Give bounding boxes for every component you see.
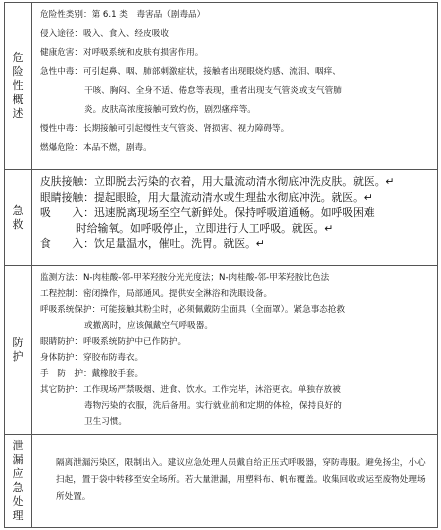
text-line: 吸 入：迅速脱离现场至空气新鲜处。保持呼吸道通畅。如呼吸困难 — [40, 206, 375, 219]
text-paragraph: 隔离泄漏污染区，限制出入。建议应急处理人员戴自给正压式呼吸器，穿防毒服。避免扬尘，小心扫起，置于袋中转移至安全场所。若大量泄漏，用塑料布、帆布覆盖。收集回收或运至废物处理场所处置。 — [56, 458, 426, 502]
text-line: 时给输氧。如呼吸停止，立即进行人工呼吸。就医。↵ — [76, 221, 334, 235]
text-line: 呼吸系统保护：可能接触其粉尘时，必须佩戴防尘面具（全面罩）。紧急事态抢救 — [40, 305, 346, 315]
text-line: 干咳、胸闷、全身不适、倦怠等表现，重者出现支气管炎或支气管肺 — [84, 86, 342, 96]
text-line: 其它防护：工作现场严禁吸烟、进食、饮水。工作完毕，沐浴更衣。单独存放被 — [40, 385, 341, 395]
section-label-text: 防护 — [12, 336, 24, 363]
section-protection — [5, 266, 438, 435]
section-content — [32, 170, 438, 266]
text-line: 侵入途径：吸入、食入、经皮吸收 — [40, 29, 169, 39]
section-first-aid — [5, 170, 438, 266]
section-label — [5, 3, 32, 170]
text-line: 急性中毒：可引起鼻、咽、肺部刺激症状，接触者出现眼烧灼感、流泪、咽痒、 — [40, 67, 341, 77]
text-line: 燃爆危险：本品不燃，剧毒。 — [40, 143, 152, 153]
text-line: 或撤离时，应该佩戴空气呼吸器。 — [84, 321, 213, 331]
section-content — [32, 435, 438, 528]
text-line: 监测方法：N-肉桂酸-邻-甲苯羟胺分光光度法；N-肉桂酸-邻-甲苯羟胺比色法 — [40, 273, 330, 283]
section-label — [5, 170, 32, 266]
section-content — [32, 266, 438, 435]
text-line: 卫生习惯。 — [84, 417, 127, 427]
text-line: 危险性类别：第 6.1 类 毒害品（剧毒品） — [40, 10, 206, 20]
text-line: 身体防护：穿胶布防毒衣。 — [40, 353, 144, 363]
section-content — [32, 3, 438, 170]
text-line: 眼睛防护：呼吸系统防护中已作防护。 — [40, 337, 187, 347]
text-line: 慢性中毒：长期接触可引起慢性支气管炎、肾损害、视力障碍等。 — [40, 124, 290, 134]
text-line: 炎。皮肤高浓度接触可致灼伤，剧烈瘙痒等。 — [84, 105, 256, 115]
text-line: 工程控制：密闭操作，局部通风。提供安全淋浴和洗眼设备。 — [40, 289, 273, 299]
section-label — [5, 435, 32, 528]
text-line: 毒物污染的衣服，洗后备用。实行就业前和定期的体检，保持良好的 — [84, 401, 342, 411]
text-line: 食 入：饮足量温水，催吐。洗胃。就医。↵ — [40, 237, 265, 250]
section-label — [5, 266, 32, 435]
section-leak-response — [5, 435, 438, 528]
hazard-info-table — [4, 2, 438, 528]
text-line: 皮肤接触：立即脱去污染的衣着，用大量流动清水彻底冲洗皮肤。就医。↵ — [40, 175, 395, 188]
section-hazard-overview — [5, 3, 438, 170]
text-line: 眼睛接触：提起眼睑，用大量流动清水或生理盐水彻底冲洗。就医。↵ — [40, 190, 373, 204]
section-label-text: 危险性概述 — [12, 51, 24, 120]
section-label-text: 急救 — [12, 203, 24, 231]
text-line: 健康危害：对呼吸系统和皮肤有损害作用。 — [40, 48, 204, 58]
section-label-text: 泄漏应急处理 — [12, 439, 24, 522]
text-line: 手 防 护：戴橡胶手套。 — [40, 369, 144, 379]
